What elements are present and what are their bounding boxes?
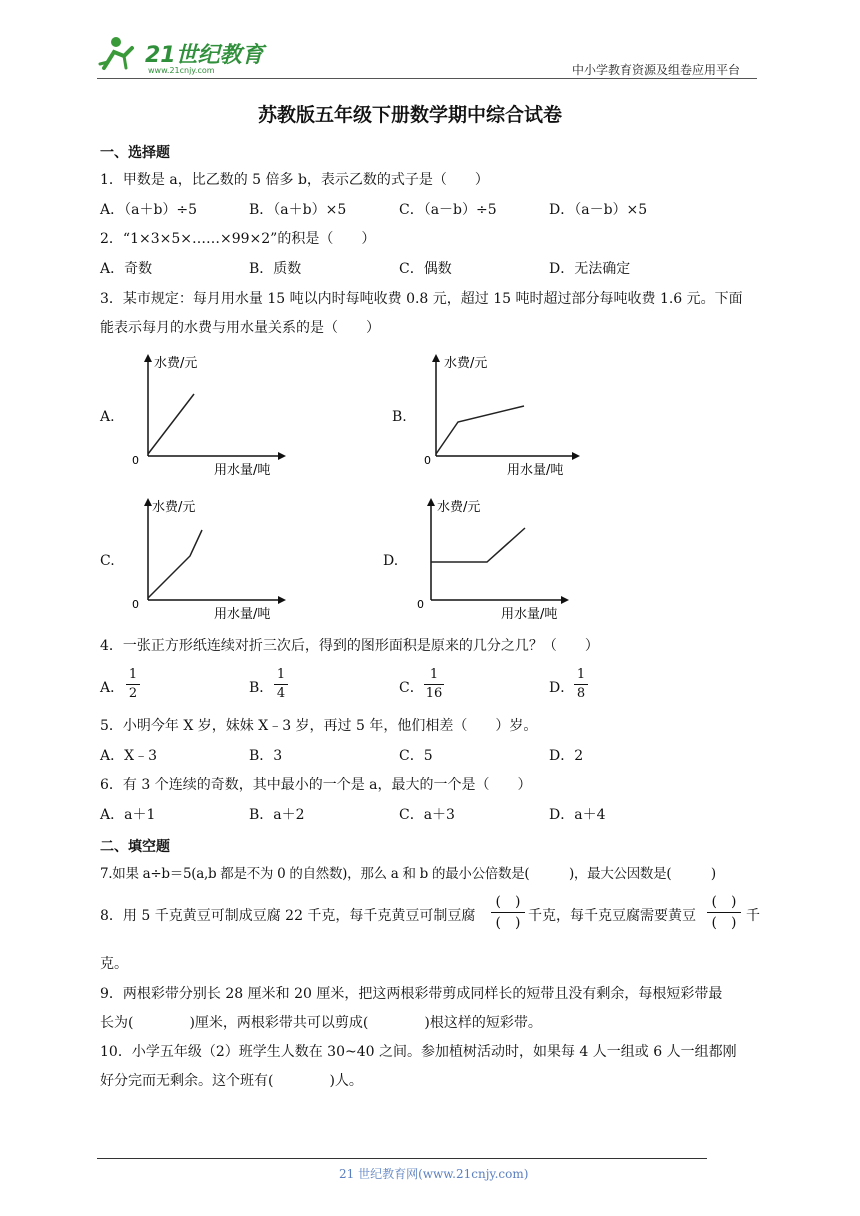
q6-stem: 6．有 3 个连续的奇数，其中最小的一个是 a，最大的一个是（ ） (100, 777, 532, 793)
q2-option-a: A．奇数 (100, 261, 153, 277)
q8-blank-fraction-1[interactable]: ( ) ( ) (491, 893, 525, 932)
q3-stem-line1: 3．某市规定：每月用水量 15 吨以内时每吨收费 0.8 元，超过 15 吨时超过部分每吨收费 1.6 元。下面 (100, 291, 743, 307)
q6-option-c: C．a＋3 (399, 807, 455, 823)
q6-option-b: B．a＋2 (249, 807, 305, 823)
q4-fraction-c: 1 16 (425, 667, 443, 701)
q1-stem: 1．甲数是 a，比乙数的 5 倍多 b，表示乙数的式子是（ ） (100, 172, 489, 188)
q3-graph-b-ylabel: 水费/元 (444, 356, 488, 371)
q4-fraction-d: 1 8 (574, 667, 588, 702)
q3-graph-c-xlabel: 用水量/吨 (214, 607, 271, 622)
section-heading-choice: 一、选择题 (100, 145, 170, 161)
q2-option-d: D．无法确定 (549, 261, 631, 277)
q1-option-c: C．（a－b）÷5 (399, 202, 497, 218)
q3-graph-a-xlabel: 用水量/吨 (214, 463, 271, 478)
q5-option-b: B．3 (249, 748, 283, 764)
section-heading-fill: 二、填空题 (100, 839, 170, 855)
q3-graph-b (420, 350, 585, 480)
q6-option-d: D．a＋4 (549, 807, 606, 823)
q3-graph-a-ylabel: 水费/元 (154, 356, 198, 371)
q3-graph-c-origin: 0 (132, 598, 139, 611)
q1-option-d: D．（a－b）×5 (549, 202, 648, 218)
q5-stem: 5．小明今年 X 岁，妹妹 X﹣3 岁，再过 5 年，他们相差（ ）岁。 (100, 718, 538, 734)
q8-text-part2: 千克，每千克豆腐需要黄豆 (528, 908, 696, 924)
q9-line2: 长为( )厘米，两根彩带共可以剪成( )根这样的短彩带。 (100, 1015, 542, 1031)
q3-graph-c-ylabel: 水费/元 (152, 500, 196, 515)
q5-option-c: C．5 (399, 748, 433, 764)
q3-option-d: D. (383, 553, 399, 569)
q8-text-part1: 8．用 5 千克黄豆可制成豆腐 22 千克，每千克黄豆可制豆腐 (100, 908, 476, 924)
q8-blank-fraction-2[interactable]: ( ) ( ) (707, 893, 741, 932)
q1-option-b: B．（a＋b）×5 (249, 202, 347, 218)
q1-option-a: A．（a＋b）÷5 (100, 202, 198, 218)
q4-stem: 4．一张正方形纸连续对折三次后，得到的图形面积是原来的几分之几？（ ） (100, 638, 599, 654)
page-title: 苏教版五年级下册数学期中综合试卷 (258, 104, 563, 126)
q3-graph-a (128, 350, 293, 480)
logo-url: www.21cnjy.com (148, 66, 215, 75)
q3-graph-d-xlabel: 用水量/吨 (501, 607, 558, 622)
q3-graph-d-ylabel: 水费/元 (437, 500, 481, 515)
header-divider (97, 78, 757, 79)
q2-option-b: B．质数 (249, 261, 302, 277)
q3-graph-c-line (148, 530, 202, 598)
q3-graph-c (128, 494, 293, 624)
q3-graph-d-origin: 0 (417, 598, 424, 611)
q3-graph-a-origin: 0 (132, 454, 139, 467)
q3-stem-line2: 能表示每月的水费与用水量关系的是（ ） (100, 320, 380, 336)
q3-graph-b-line (436, 406, 524, 454)
q4-fraction-a: 1 2 (126, 667, 140, 702)
logo-text: 21世纪教育 (145, 43, 264, 68)
q5-option-d: D．2 (549, 748, 584, 764)
q4-option-c: C． (399, 680, 424, 696)
header-right-text: 中小学教育资源及组卷应用平台 (572, 63, 741, 77)
q10-line1: 10．小学五年级（2）班学生人数在 30~40 之间。参加植树活动时，如果每 4 人一组或 6 人一组都刚 (100, 1044, 737, 1060)
q7-text: 7.如果 a÷b＝5(a,b 都是不为 0 的自然数)，那么 a 和 b 的最小公倍数是( )，最大公因数是( ) (100, 866, 716, 882)
footer-divider (97, 1158, 707, 1159)
q3-graph-d-line (431, 528, 525, 562)
q4-fraction-b: 1 4 (274, 667, 288, 702)
q3-graph-d (413, 494, 578, 624)
footer-text: 21 世纪教育网(www.21cnjy.com) (339, 1167, 529, 1181)
q3-option-c: C. (100, 553, 115, 569)
q3-graph-b-origin: 0 (424, 454, 431, 467)
q8-text-part4: 克。 (100, 956, 128, 972)
q10-line2: 好分完而无剩余。这个班有( )人。 (100, 1073, 363, 1089)
q2-stem: 2．“1×3×5×……×99×2”的积是（ ） (100, 231, 376, 247)
q4-option-a: A． (100, 680, 125, 696)
q9-line1: 9．两根彩带分别长 28 厘米和 20 厘米，把这两根彩带剪成同样长的短带且没有剩余，每根短彩带最 (100, 986, 723, 1002)
q2-option-c: C．偶数 (399, 261, 452, 277)
q4-option-b: B． (249, 680, 274, 696)
q4-option-d: D． (549, 680, 575, 696)
q5-option-a: A．X﹣3 (100, 748, 157, 764)
q3-option-a: A. (100, 409, 115, 425)
q6-option-a: A．a＋1 (100, 807, 156, 823)
q8-text-part3: 千 (746, 908, 760, 924)
q3-option-b: B. (392, 409, 407, 425)
q3-graph-a-line (148, 394, 194, 454)
q3-graph-b-xlabel: 用水量/吨 (507, 463, 564, 478)
